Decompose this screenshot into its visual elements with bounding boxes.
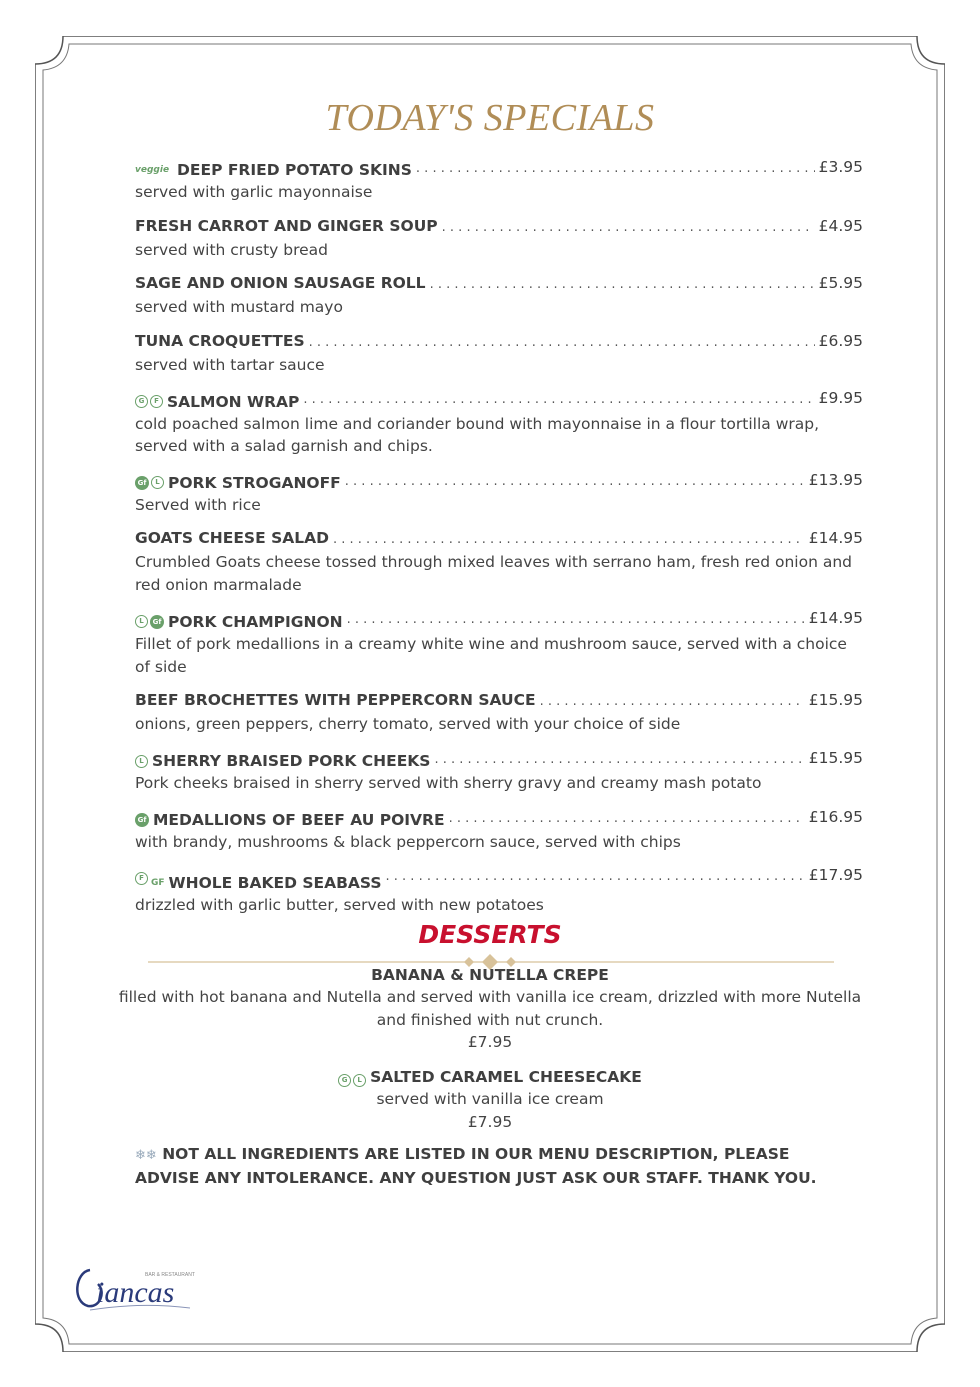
dot-leader [309,332,815,354]
lactose-icon: L [135,615,148,628]
menu-item-name: SAGE AND ONION SAUSAGE ROLL [135,274,426,292]
menu-item-description: served with tartar sauce [135,355,325,374]
menu-item-name: WHOLE BAKED SEABASS [168,874,382,892]
menu-item-header [135,607,863,633]
dessert-price: £7.95 [467,1033,513,1051]
menu-item-price: £15.95 [808,691,863,709]
svg-text:BAR & RESTAURANT: BAR & RESTAURANT [145,1272,195,1278]
dessert-name: SALTED CARAMEL CHEESECAKE [370,1068,642,1086]
menu-item-description: with brandy, mushrooms & black peppercorn sauce, served with chips [135,832,681,851]
allergen-icons [135,159,173,181]
dessert-description: filled with hot banana and Nutella and served with vanilla ice cream, drizzled with more Nutella and finished with nut crunch. [118,988,862,1029]
menu-item-name: SHERRY BRAISED PORK CHEEKS [152,752,431,770]
dot-leader [303,389,814,411]
menu-item-price: £9.95 [818,389,863,407]
menu-item-price: £15.95 [808,748,863,767]
menu-item-header [135,689,863,713]
menu-item-price: £3.95 [818,158,863,176]
gluten-icon: G [338,1074,351,1087]
menu-item-description: served with mustard mayo [135,298,343,316]
dessert-description: served with vanilla ice cream [376,1090,604,1108]
menu-item [135,272,863,319]
svg-text:iancas: iancas [96,1276,175,1309]
menu-item-price: £17.95 [808,866,863,884]
snowflake-icon: ❄❄ [135,1148,157,1163]
menu-item-name: BEEF BROCHETTES WITH PEPPERCORN SAUCE [135,691,536,709]
menu-item-description: drizzled with garlic butter, served with new potatoes [135,896,544,914]
menu-item-header [135,747,863,773]
menu-item-price: £14.95 [808,609,863,627]
menu-item-header [135,272,863,296]
gluten-icon: G [135,395,148,408]
menu-item-header [135,469,863,494]
menu-item-description: served with crusty bread [135,240,328,259]
allergen-icons [135,395,163,408]
lactose-icon: L [151,476,164,489]
dessert-item [100,964,880,1054]
menu-item-description: cold poached salmon lime and coriander bound with mayonnaise in a flour tortilla wrap, served with a salad garnish and chips. [135,414,820,455]
dessert-item [100,1066,880,1133]
menu-item [135,387,863,458]
dot-leader [449,808,805,830]
desserts-title: DESSERTS [418,920,562,949]
dot-leader [345,471,805,493]
dot-leader [434,749,804,771]
menu-item-description: served with garlic mayonnaise [135,183,373,201]
restaurant-logo [70,1262,200,1317]
allergen-icons [135,615,164,629]
menu-item [135,469,863,517]
allergen-icons [135,476,164,490]
menu-item-price: £13.95 [808,470,863,489]
gf-icon: Gf [135,813,149,827]
menu-item-price: £4.95 [818,216,863,235]
allergen-icons [135,872,165,894]
menu-item-name: SALMON WRAP [167,392,300,411]
menu-item [135,330,863,377]
dessert-price: £7.95 [467,1112,513,1131]
dessert-name: BANANA & NUTELLA CREPE [371,966,609,984]
menu-item [135,747,863,795]
menu-item-header [135,215,863,239]
page-title: TODAY'S SPECIALS [325,97,655,139]
menu-item-description: onions, green peppers, cherry tomato, served with your choice of side [135,715,681,733]
menu-item [135,527,863,596]
allergen-icons [338,1074,366,1087]
dot-leader [430,274,815,296]
menu-item-header [135,527,863,551]
menu-item-header [135,864,863,894]
menu-item-price: £5.95 [818,274,863,292]
gf-icon: Gf [150,615,164,629]
menu-item-description: Served with rice [135,495,261,514]
notice-text: NOT ALL INGREDIENTS ARE LISTED IN OUR MENU DESCRIPTION, PLEASE ADVISE ANY INTOLERANCE. ANY QUESTION JUST ASK OUR STAFF. THANK YOU. [135,1145,817,1187]
menu-item-name: DEEP FRIED POTATO SKINS [177,161,412,179]
menu-item-description: Pork cheeks braised in sherry served with sherry gravy and creamy mash potato [135,774,762,792]
dot-leader [347,609,805,631]
veggie-icon: veggie [135,165,170,175]
allergy-notice [135,1143,855,1190]
menu-item [135,806,863,854]
menu-item-description: Fillet of pork medallions in a creamy white wine and mushroom sauce, served with a choice of side [135,635,847,676]
menu-item-header [135,806,863,831]
menu-item-header [135,330,863,354]
menu-item-price: £16.95 [808,807,863,826]
menu-item [135,864,863,917]
lactose-icon: L [353,1074,366,1087]
menu-item-price: £14.95 [808,529,863,547]
menu-item [135,607,863,678]
gf-text-icon: GF [151,878,165,888]
dot-leader [416,158,815,180]
menu-item [135,215,863,262]
menu-item-name: GOATS CHEESE SALAD [135,529,329,547]
menu-item-price: £6.95 [818,331,863,350]
menu-item-name: PORK CHAMPIGNON [168,613,343,631]
fish-icon: F [150,395,163,408]
allergen-icons [135,755,148,768]
menu-item [135,689,863,736]
dot-leader [442,217,815,239]
fish-icon: F [135,872,148,885]
menu-item-header [135,387,863,413]
menu-item-name: MEDALLIONS OF BEEF AU POIVRE [153,810,445,829]
menu-item [135,156,863,204]
menu-item-header [135,156,863,181]
gf-icon: Gf [135,476,149,490]
menu-item-description: Crumbled Goats cheese tossed through mixed leaves with serrano ham, fresh red onion and red onion marmalade [135,553,852,594]
menu-item-name: PORK STROGANOFF [168,473,341,492]
dot-leader [333,529,805,551]
dot-leader [386,866,805,888]
menu-item-name: FRESH CARROT AND GINGER SOUP [135,216,438,235]
allergen-icons [135,813,149,827]
menu-item-name: TUNA CROQUETTES [135,331,305,350]
specials-list [135,156,863,928]
dot-leader [540,691,805,713]
lactose-icon: L [135,755,148,768]
